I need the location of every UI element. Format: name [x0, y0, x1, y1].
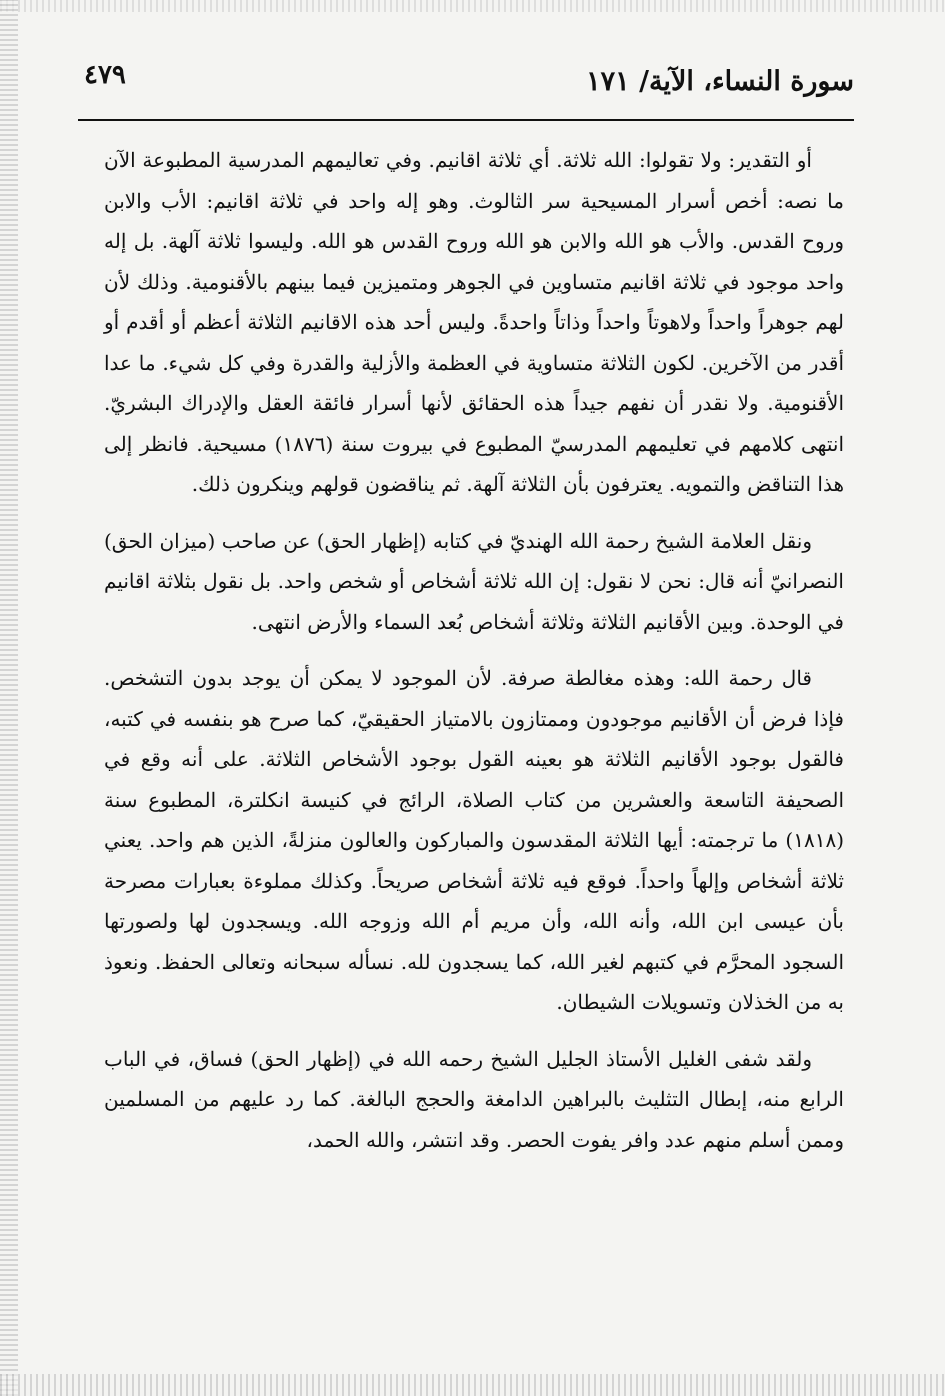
- page-header: [84, 60, 854, 116]
- paragraph-1: أو التقدير: ولا تقولوا: الله ثلاثة. أي ثلاثة اقانيم. وفي تعاليمهم المدرسية المطبوعة الآن ما نصه: أخص أسرار المسيحية سر الثالوث. وهو إله واحد في ثلاثة اقانيم: الأب والابن وروح القدس. والأب هو الله والابن هو الله وروح القدس هو الله. وليسوا ثلاثة آلهة. بل إله واحد موجود في ثلاثة اقانيم متساوين في الجوهر ومتميزين فيما بينهم بالأقنومية. وذلك لأن لهم جوهراً واحداً ولاهوتاً واحداً وذاتاً واحدةً. وليس أحد هذه الاقانيم الثلاثة أعظم أو أقدم أو أقدر من الآخرين. لكون الثلاثة متساوية في العظمة والأزلية والقدرة وفي كل شيء. ما عدا الأقنومية. ولا نقدر أن نفهم جيداً هذه الحقائق لأنها أسرار فائقة العقل والإدراك البشريّ. انتهى كلامهم في تعليمهم المدرسيّ المطبوع في بيروت سنة (١٨٧٦) مسيحية. فانظر إلى هذا التناقض والتمويه. يعترفون بأن الثلاثة آلهة. ثم يناقضون قولهم وينكرون ذلك.: [104, 148, 845, 496]
- paragraph-4: ولقد شفى الغليل الأستاذ الجليل الشيخ رحمه الله في (إظهار الحق) فساق، في الباب الرابع منه، إبطال التثليث بالبراهين الدامغة والحجج البالغة. كما رد عليهم من المسلمين وممن أسلم منهم عدد وافر يفوت الحصر. وقد انتشر، والله الحمد،: [104, 1046, 844, 1152]
- page-number: ٤٧٩: [84, 60, 126, 90]
- page-body: [104, 140, 844, 1310]
- page-border-bottom: [0, 1374, 945, 1396]
- paragraph-2: ونقل العلامة الشيخ رحمة الله الهنديّ في كتابه (إظهار الحق) عن صاحب (ميزان الحق) النصرانيّ أنه قال: نحن لا نقول: إن الله ثلاثة أشخاص أو شخص واحد. بل نقول بثلاثة اقانيم في الوحدة. وبين الأقانيم الثلاثة وثلاثة أشخاص بُعد السماء والأرض انتهى.: [104, 528, 844, 634]
- header-divider: [78, 119, 854, 121]
- page-border-top: [0, 0, 945, 12]
- paragraph-3: قال رحمة الله: وهذه مغالطة صرفة. لأن الموجود لا يمكن أن يوجد بدون التشخص. فإذا فرض أن الأقانيم موجودون وممتازون بالامتياز الحقيقيّ، كما صرح هو بنفسه في كتبه، فالقول بوجود الأقانيم الثلاثة هو بعينه القول بوجود الأشخاص الثلاثة. على أنه وقع في الصحيفة التاسعة والعشرين من كتاب الصلاة، الرائج في كنيسة انكلترة، المطبوع سنة (١٨١٨) ما ترجمته: أيها الثلاثة المقدسون والمباركون والعالون منزلةً، الذين هم واحد. يعني ثلاثة أشخاص وإلهاً واحداً. فوقع فيه ثلاثة أشخاص صريحاً. وكذلك مملوءة بعبارات مصرحة بأن عيسى ابن الله، وأنه الله، وأن مريم أم الله وزوجه الله. ويسجدون لها ولصورتها السجود المحرَّم في كتبهم لغير الله، كما يسجدون لله. نسأله سبحانه وتعالى الحفظ. ونعوذ به من الخذلان وتسويلات الشيطان.: [104, 666, 844, 1014]
- page-border-left: [0, 0, 18, 1396]
- surah-title: سورة النساء، الآية/ ١٧١: [586, 66, 854, 97]
